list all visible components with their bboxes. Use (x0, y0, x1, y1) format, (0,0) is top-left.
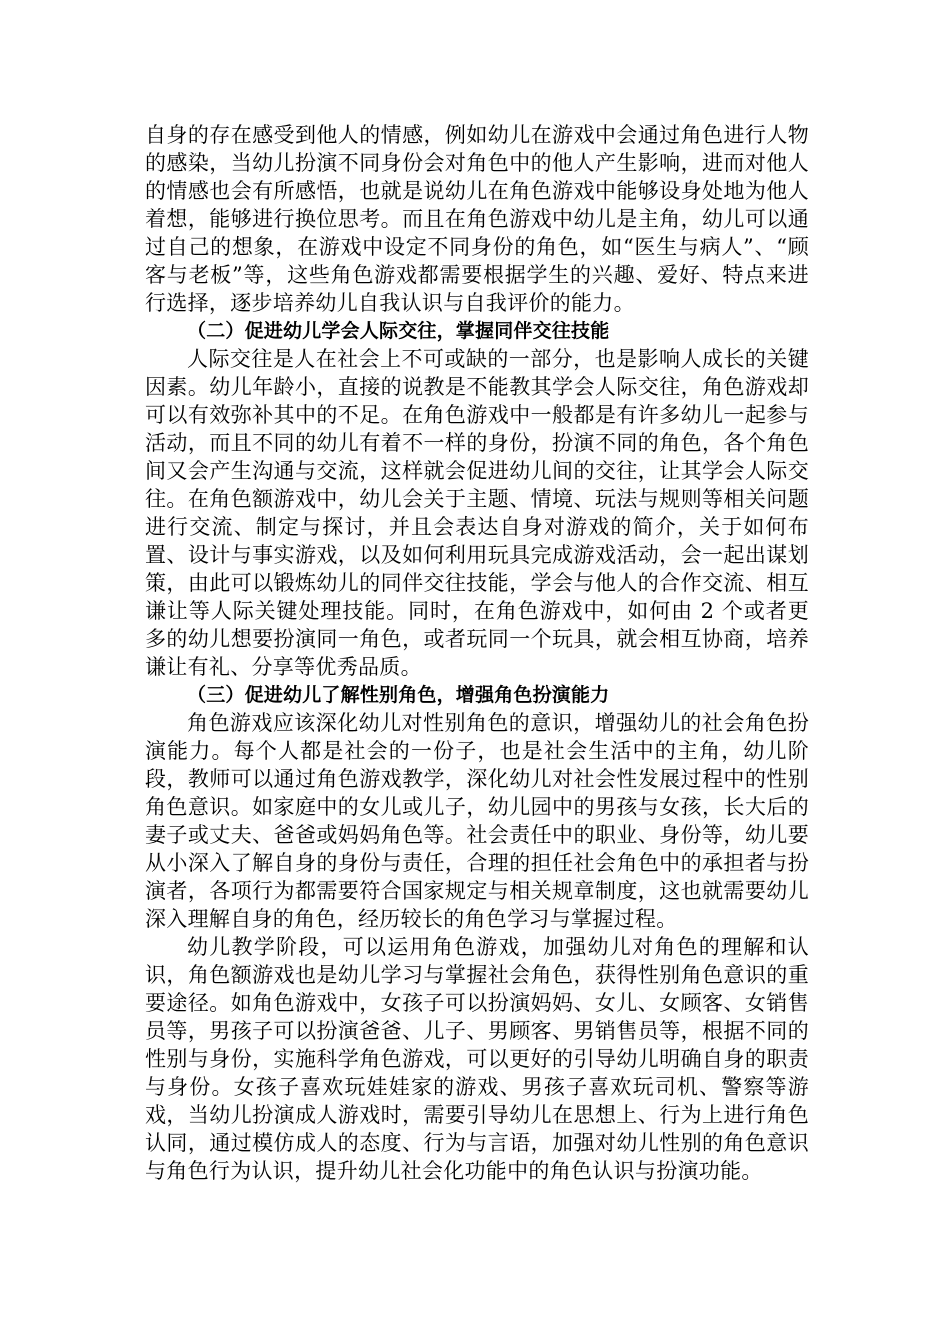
body-paragraph: 自身的存在感受到他人的情感，例如幼儿在游戏中会通过角色进行人物的感染，当幼儿扮演不同身份会对角色中的他人产生影响，进而对他人的情感也会有所感悟，也就是说幼儿在角色游戏中能够设身处地为他人着想，能够进行换位思考。而且在角色游戏中幼儿是主角，幼儿可以通过自己的想象，在游戏中设定不同身份的角色，如“医生与病人”、“顾客与老板”等，这些角色游戏都需要根据学生的兴趣、爱好、特点来进行选择，逐步培养幼儿自我认识与自我评价的能力。 (145, 123, 809, 315)
section-heading: （二）促进幼儿学会人际交往，掌握同伴交往技能 (187, 320, 610, 342)
body-paragraph: 人际交往是人在社会上不可或缺的一部分，也是影响人成长的关键因素。幼儿年龄小，直接的说教是不能教其学会人际交往，角色游戏却可以有效弥补其中的不足。在角色游戏中一般都是有许多幼儿一起参与活动，而且不同的幼儿有着不一样的身份，扮演不同的角色，各个角色间又会产生沟通与交流，这样就会促进幼儿间的交往，让其学会人际交往。在角色额游戏中，幼儿会关于主题、情境、玩法与规则等相关问题进行交流、制定与探讨，并且会表达自身对游戏的简介，关于如何布置、设计与事实游戏，以及如何利用玩具完成游戏活动，会一起出谋划策，由此可以锻炼幼儿的同伴交往技能，学会与他人的合作交流、相互谦让等人际关键处理技能。同时，在角色游戏中，如何由 2 个或者更多的幼儿想要扮演同一角色，或者玩同一个玩具，就会相互协商，培养谦让有礼、分享等优秀品质。 (145, 347, 809, 679)
document-body (145, 121, 809, 1185)
section-heading: （三）促进幼儿了解性别角色，增强角色扮演能力 (187, 684, 610, 706)
body-paragraph: 幼儿教学阶段，可以运用角色游戏，加强幼儿对角色的理解和认识，角色额游戏也是幼儿学习与掌握社会角色，获得性别角色意识的重要途径。如角色游戏中，女孩子可以扮演妈妈、女儿、女顾客、女销售员等，男孩子可以扮演爸爸、儿子、男顾客、男销售员等，根据不同的性别与身份，实施科学角色游戏，可以更好的引导幼儿明确自身的职责与身份。女孩子喜欢玩娃娃家的游戏、男孩子喜欢玩司机、警察等游戏，当幼儿扮演成人游戏时，需要引导幼儿在思想上、行为上进行角色认同，通过模仿成人的态度、行为与言语，加强对幼儿性别的角色意识与角色行为认识，提升幼儿社会化功能中的角色认识与扮演功能。 (145, 935, 809, 1183)
body-paragraph: 角色游戏应该深化幼儿对性别角色的意识，增强幼儿的社会角色扮演能力。每个人都是社会的一份子，也是社会生活中的主角，幼儿阶段，教师可以通过角色游戏教学，深化幼儿对社会性发展过程中的性别角色意识。如家庭中的女儿或儿子，幼儿园中的男孩与女孩，长大后的妻子或丈夫、爸爸或妈妈角色等。社会责任中的职业、身份等，幼儿要从小深入了解自身的身份与责任，合理的担任社会角色中的承担者与扮演者，各项行为都需要符合国家规定与相关规章制度，这也就需要幼儿深入理解自身的角色，经历较长的角色学习与掌握过程。 (145, 711, 809, 931)
